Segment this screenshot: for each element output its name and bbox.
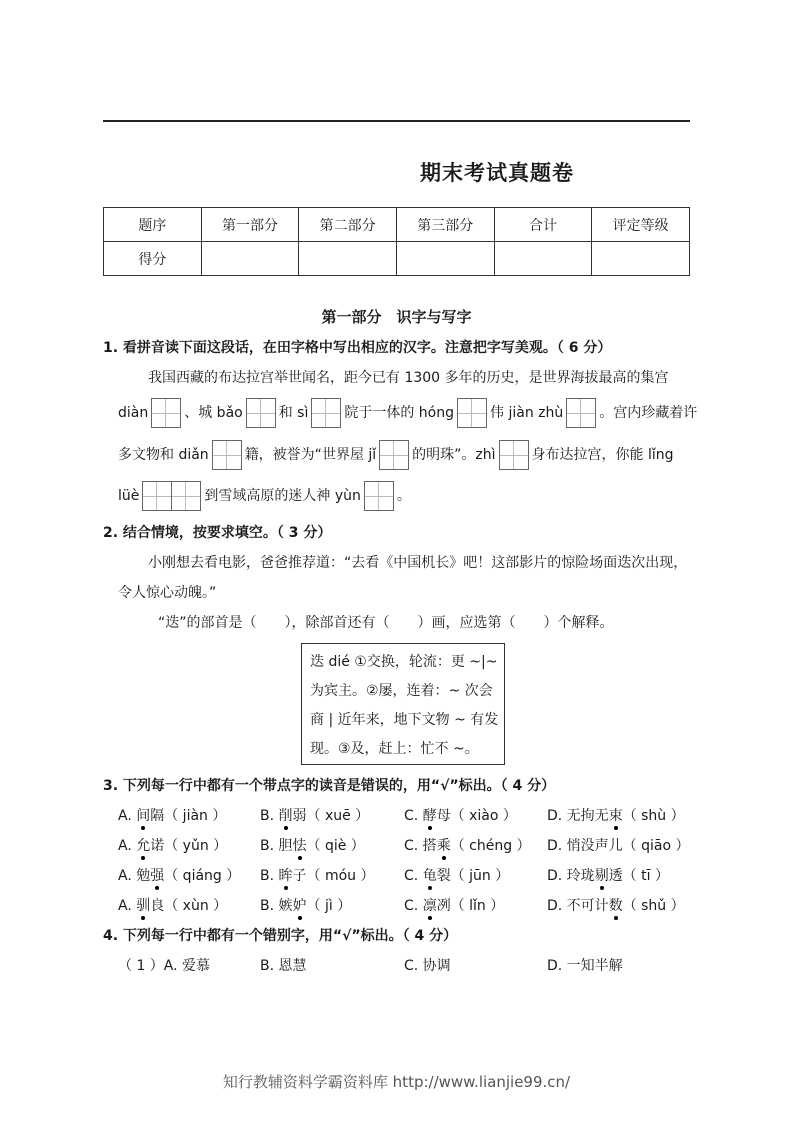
option-b[interactable]: B. 胆怯（ qiè ） [260, 838, 365, 854]
question-4-stem: 4. 下列每一行中都有一个错别字，用“√”标出。（ 4 分） [103, 928, 458, 944]
option-a[interactable]: A. 驯良（ xùn ） [118, 898, 228, 914]
q1-line-4: lüè 到雪域高原的迷人神 yùn 。 [118, 481, 411, 511]
table-header-cell: 评定等级 [592, 208, 690, 242]
writing-grid[interactable] [457, 398, 487, 428]
table-header-cell: 题序 [104, 208, 202, 242]
option-a[interactable]: A. 允诺（ yǔn ） [118, 838, 228, 854]
q2-paragraph-1: 小刚想去看电影，爸爸推荐道：“去看《中国机长》吧！这部影片的惊险场面迭次出现， [148, 555, 688, 571]
score-cell[interactable] [299, 242, 397, 276]
option-b[interactable]: B. 眸子（ móu ） [260, 868, 375, 884]
option-c[interactable]: C. 搭乘（ chéng ） [404, 838, 531, 854]
option-a[interactable]: A. 间隔（ jiàn ） [118, 808, 227, 824]
option-c[interactable]: C. 龟裂（ jūn ） [404, 868, 510, 884]
writing-grid[interactable] [364, 481, 394, 511]
option-b[interactable]: B. 嫉妒（ jì ） [260, 898, 352, 914]
question-2-stem: 2. 结合情境，按要求填空。（ 3 分） [103, 525, 332, 541]
q2-fill-blank: “迭”的部首是（ ），除部首还有（ ）画，应选第（ ）个解释。 [158, 615, 614, 631]
writing-grid[interactable] [212, 440, 242, 470]
writing-grid-pair[interactable] [142, 481, 201, 511]
q1-line-3: 多文物和 diǎn 籍，被誉为“世界屋 jǐ 的明珠”。zhì 身布达拉宫，你能 lǐng [118, 440, 674, 470]
question-1-stem: 1. 看拼音读下面这段话，在田字格中写出相应的汉字。注意把字写美观。（ 6 分） [103, 340, 612, 356]
header-rule [103, 120, 690, 122]
question-3-stem: 3. 下列每一行中都有一个带点字的读音是错误的，用“√”标出。（ 4 分） [103, 778, 556, 794]
q1-line-1: 我国西藏的布达拉宫举世闻名，距今已有 1300 多年的历史，是世界海拔最高的集宫 [148, 370, 669, 386]
page-title: 期末考试真题卷 [420, 161, 574, 185]
writing-grid[interactable] [151, 398, 181, 428]
writing-grid[interactable] [172, 481, 201, 511]
score-table [103, 207, 690, 276]
option-c[interactable]: C. 协调 [404, 958, 451, 974]
q2-paragraph-2: 令人惊心动魄。” [118, 585, 217, 601]
writing-grid[interactable] [499, 440, 529, 470]
writing-grid[interactable] [566, 398, 596, 428]
option-d[interactable]: D. 不可计数（ shǔ ） [547, 898, 685, 914]
option-b[interactable]: B. 削弱（ xuē ） [260, 808, 370, 824]
writing-grid[interactable] [379, 440, 409, 470]
table-header-cell: 第二部分 [299, 208, 397, 242]
table-row-label: 得分 [104, 242, 202, 276]
option-b[interactable]: B. 恩慧 [260, 958, 307, 974]
option-a[interactable]: （ 1 ）A. 爱慕 [118, 958, 211, 974]
option-d[interactable]: D. 一知半解 [547, 958, 623, 974]
definition-line: 迭 dié ①交换，轮流：更 ~|~ [310, 654, 498, 670]
score-cell[interactable] [494, 242, 592, 276]
q1-line-2: diàn 、城 bǎo 和 sì 院于一体的 hóng 伟 jiàn zhù 。宫内珍藏着许 [118, 398, 697, 428]
definition-line: 商 | 近年来，地下文物 ~ 有发 [310, 712, 499, 728]
table-header-cell: 第三部分 [396, 208, 494, 242]
option-a[interactable]: A. 勉强（ qiáng ） [118, 868, 241, 884]
dictionary-definition-box [301, 643, 505, 765]
writing-grid[interactable] [311, 398, 341, 428]
option-d[interactable]: D. 玲珑剔透（ tī ） [547, 868, 669, 884]
writing-grid[interactable] [246, 398, 276, 428]
option-d[interactable]: D. 悄没声儿（ qiāo ） [547, 838, 690, 854]
score-cell[interactable] [201, 242, 299, 276]
score-cell[interactable] [592, 242, 690, 276]
table-header-cell: 合计 [494, 208, 592, 242]
table-row [104, 208, 690, 242]
score-cell[interactable] [396, 242, 494, 276]
section-title: 第一部分 识字与写字 [321, 308, 472, 326]
option-d[interactable]: D. 无拘无束（ shù ） [547, 808, 685, 824]
table-header-cell: 第一部分 [201, 208, 299, 242]
writing-grid[interactable] [142, 481, 172, 511]
definition-line: 为宾主。②屡，连着：~ 次会 [310, 683, 493, 699]
option-c[interactable]: C. 酵母（ xiào ） [404, 808, 517, 824]
definition-line: 现。③及，赶上：忙不 ~。 [310, 741, 479, 757]
table-row [104, 242, 690, 276]
footer-watermark: 知行教辅资料学霸资料库 http://www.lianjie99.cn/ [222, 1073, 571, 1091]
option-c[interactable]: C. 凛冽（ lǐn ） [404, 898, 505, 914]
